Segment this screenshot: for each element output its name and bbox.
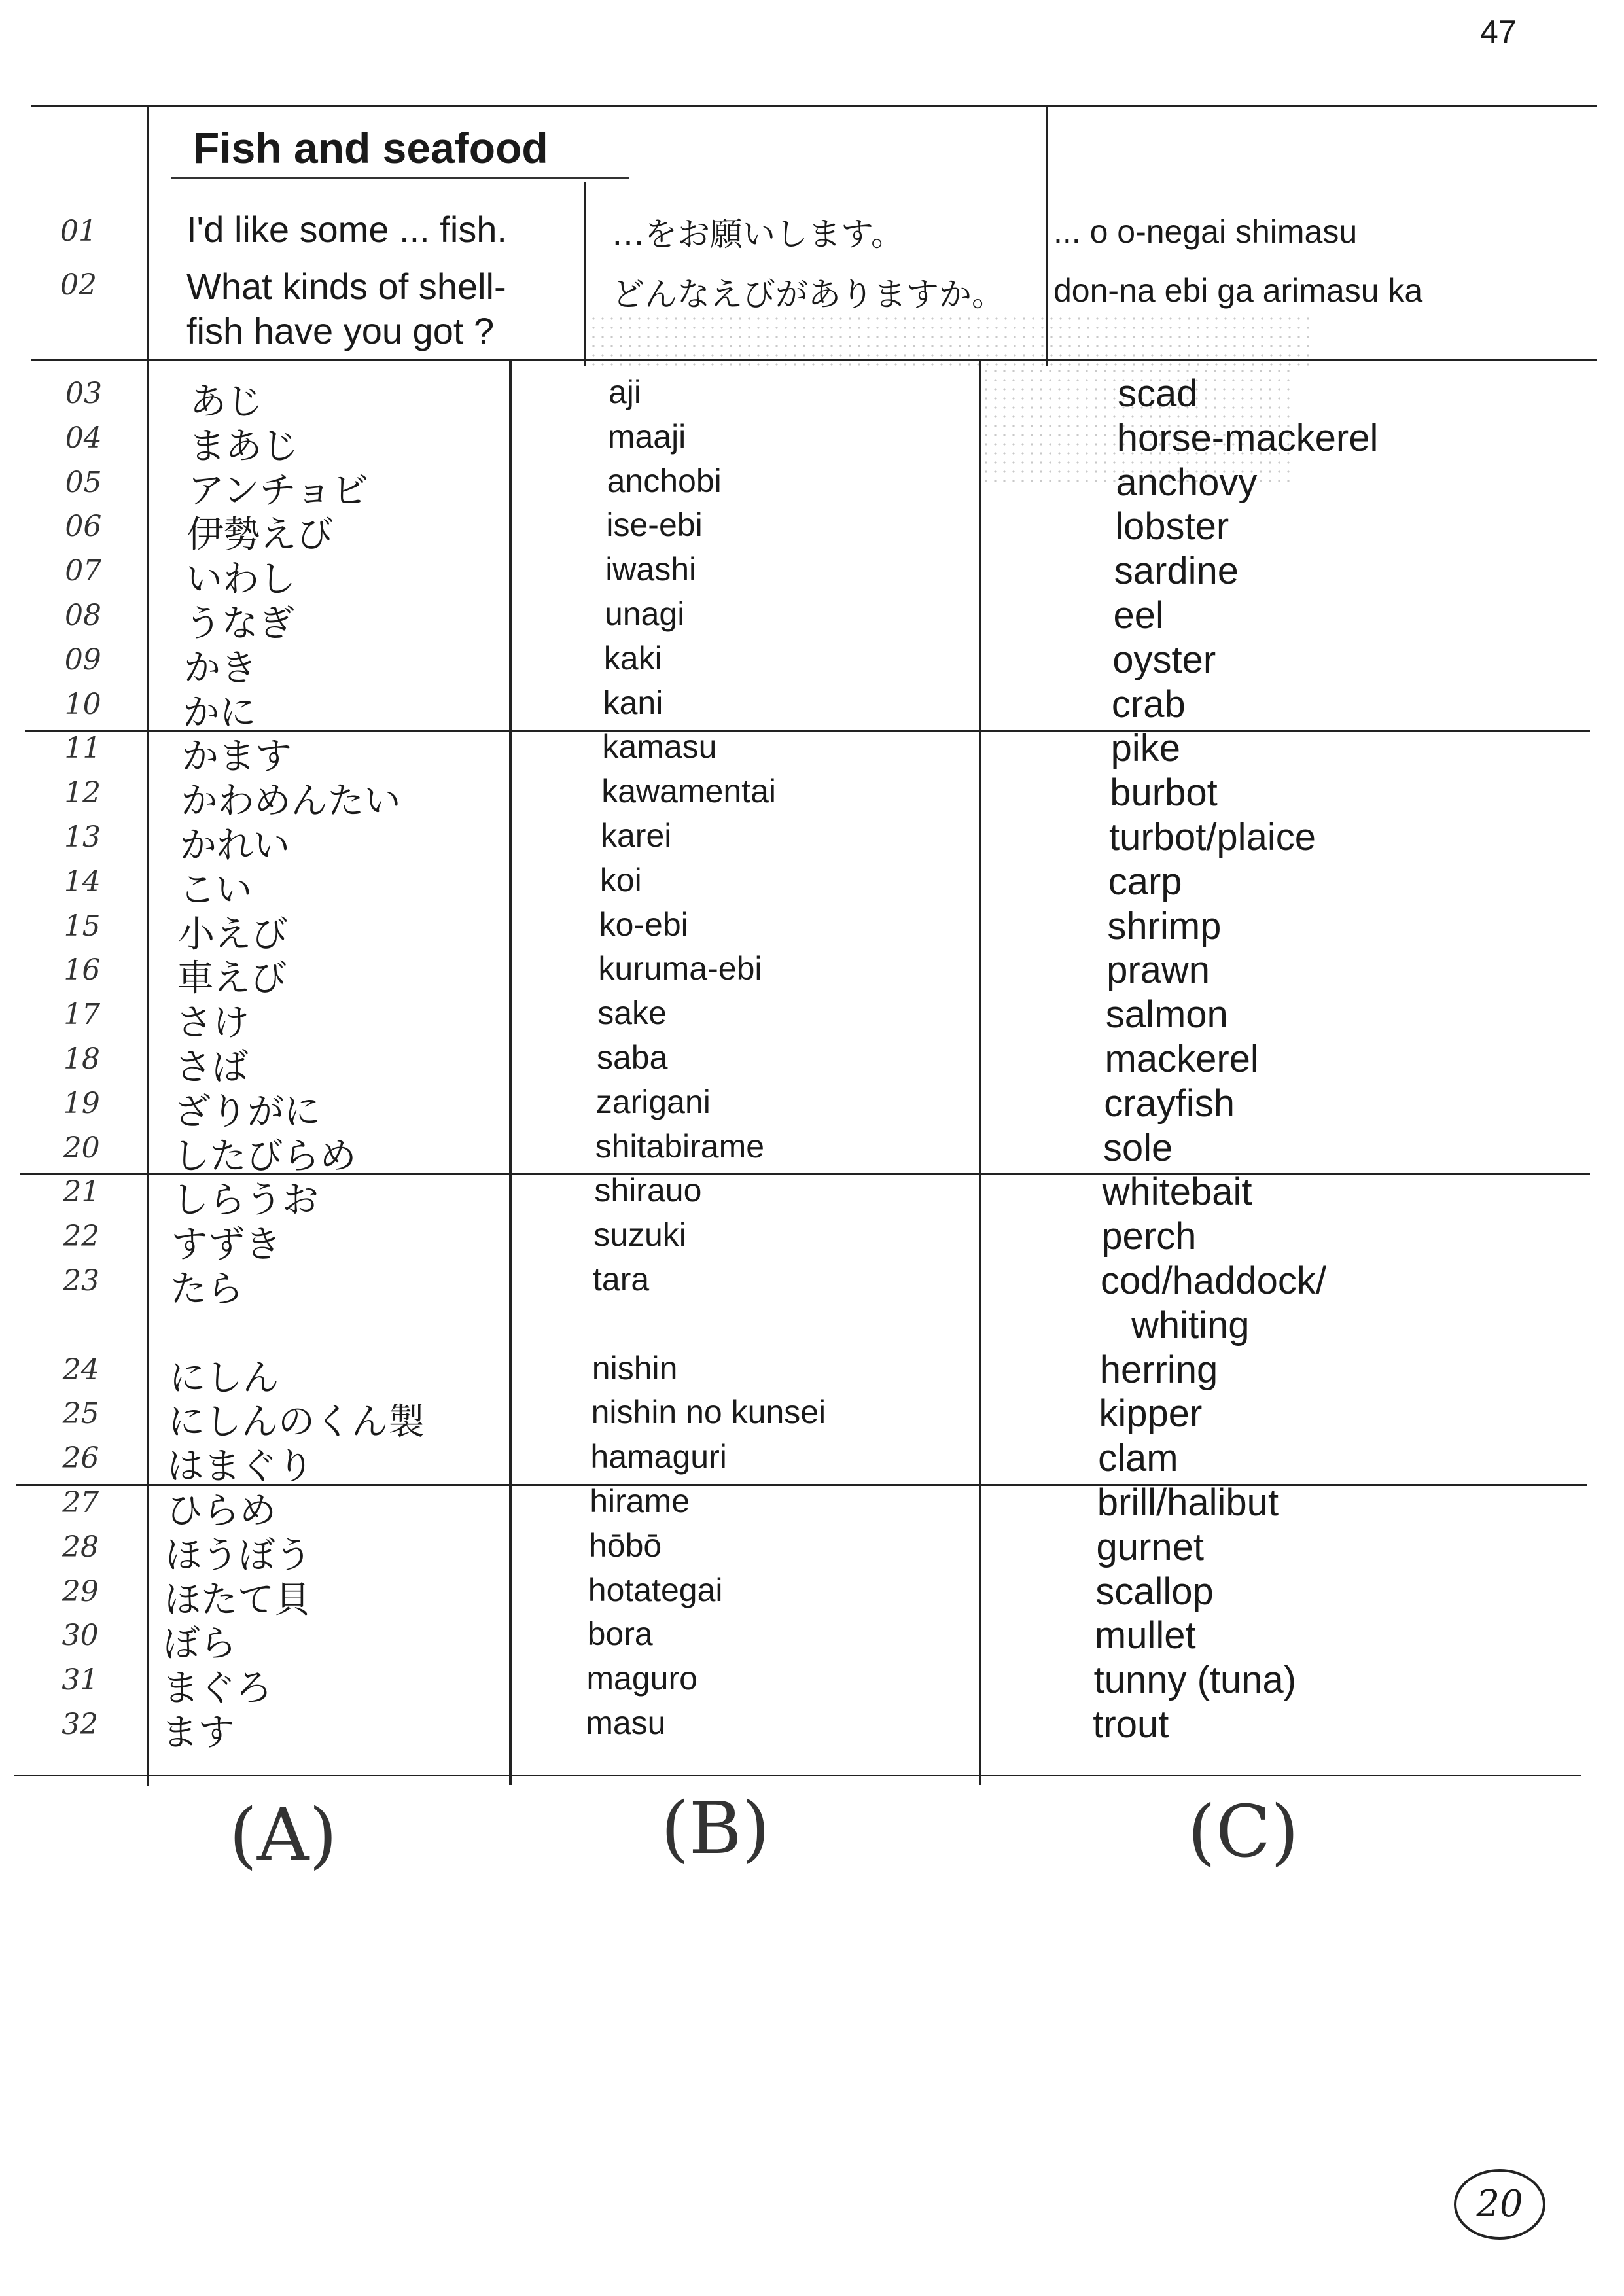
- column-rule: [1046, 105, 1048, 366]
- title-underline: [171, 177, 629, 179]
- english-term: crayfish: [1104, 1082, 1235, 1125]
- row-number: 32: [62, 1708, 99, 1741]
- japanese-term: かに: [183, 691, 256, 734]
- romaji-term: maguro: [586, 1660, 697, 1697]
- english-term: prawn: [1106, 949, 1210, 992]
- romaji-term: bora: [587, 1616, 653, 1653]
- row-number: 29: [62, 1574, 99, 1608]
- english-term: gurnet: [1096, 1525, 1204, 1568]
- column-rule: [584, 182, 586, 366]
- english-term: burbot: [1110, 771, 1218, 815]
- romaji-term: ise-ebi: [606, 506, 703, 544]
- column-label-c: (C): [1188, 1790, 1299, 1873]
- row-number: 23: [63, 1264, 99, 1298]
- row-number: 07: [65, 554, 102, 588]
- page-number: 47: [1480, 14, 1517, 50]
- romaji-term: tara: [593, 1261, 650, 1298]
- japanese-term: さば: [175, 1046, 249, 1089]
- japanese-term: ます: [161, 1712, 235, 1754]
- circled-number: [1454, 2169, 1545, 2240]
- romaji-term: ko-ebi: [599, 906, 688, 943]
- english-term: whitebait: [1102, 1171, 1252, 1214]
- romaji-term: koi: [599, 861, 642, 898]
- english-term: pike: [1110, 727, 1180, 770]
- japanese-term: すずき: [171, 1224, 282, 1267]
- row-number: 17: [63, 998, 101, 1032]
- romaji-term: karei: [601, 817, 672, 854]
- english-term: lobster: [1115, 505, 1229, 548]
- english-term: eel: [1113, 594, 1164, 637]
- english-term: oyster: [1112, 638, 1216, 681]
- row-number: 24: [62, 1352, 99, 1386]
- japanese-term: にしん: [169, 1356, 279, 1400]
- english-term: clam: [1098, 1437, 1178, 1480]
- english-term: sardine: [1114, 550, 1239, 593]
- circled-number-text: 20: [1476, 2183, 1523, 2225]
- romaji-term: sake: [597, 995, 667, 1032]
- romaji-term: shirauo: [594, 1172, 702, 1209]
- japanese-term: しらうお: [172, 1179, 319, 1222]
- header-bottom-rule: [31, 359, 1597, 361]
- row-number: 20: [63, 1131, 100, 1165]
- english-term: crab: [1111, 682, 1186, 726]
- column-rule: [509, 359, 512, 1785]
- japanese-term: 伊勢えび: [186, 514, 334, 557]
- romaji-term: zarigani: [595, 1083, 711, 1120]
- row-number: 21: [63, 1175, 100, 1209]
- table-top-rule: [31, 105, 1597, 107]
- romaji-term: kawamentai: [601, 773, 776, 810]
- romaji-term: maaji: [607, 417, 686, 455]
- english-term: scad: [1118, 372, 1198, 415]
- japanese-term: ぼら: [163, 1623, 237, 1666]
- romaji-term: nishin: [591, 1349, 678, 1386]
- column-label-a: (A): [229, 1793, 338, 1877]
- row-number: 05: [65, 465, 102, 499]
- english-term: shrimp: [1107, 904, 1222, 947]
- english-term: anchovy: [1116, 461, 1258, 504]
- japanese-term: 車えび: [177, 957, 287, 1000]
- row-number: 09: [64, 643, 101, 677]
- row-number: 10: [64, 687, 101, 721]
- romaji-term: hamaguri: [590, 1438, 727, 1475]
- row-number: 16: [63, 953, 101, 987]
- japanese-term: かます: [182, 735, 292, 779]
- english-term: horse-mackerel: [1116, 416, 1379, 459]
- english-term: mackerel: [1104, 1038, 1259, 1080]
- english-term: salmon: [1105, 993, 1228, 1036]
- romaji-term: kani: [603, 684, 663, 721]
- row-number: 13: [64, 821, 101, 854]
- phrase-japanese: …をお願いします。: [612, 215, 904, 253]
- row-number: 02: [60, 268, 97, 302]
- japanese-term: かわめんたい: [181, 780, 401, 823]
- english-term: turbot/plaice: [1109, 816, 1316, 858]
- japanese-term: アンチョビ: [188, 469, 369, 512]
- japanese-term: いわし: [186, 558, 296, 601]
- japanese-term: うなぎ: [185, 603, 295, 645]
- row-number: 28: [62, 1530, 99, 1564]
- japanese-term: にしんのくん製: [168, 1401, 425, 1444]
- row-number: 15: [63, 909, 101, 943]
- english-term: brill/halibut: [1097, 1481, 1279, 1524]
- japanese-term: したびらめ: [173, 1135, 357, 1178]
- table-bottom-rule: [14, 1775, 1581, 1776]
- japanese-term: はまぐり: [167, 1445, 314, 1489]
- english-term: mullet: [1094, 1614, 1196, 1657]
- japanese-term: ほうぼう: [165, 1534, 312, 1577]
- romaji-term: shitabirame: [595, 1127, 765, 1165]
- row-number: 03: [65, 377, 102, 410]
- romaji-term: hōbō: [589, 1527, 662, 1564]
- phrase-romaji: ... o o-negai shimasu: [1053, 213, 1358, 250]
- romaji-term: suzuki: [593, 1216, 686, 1254]
- romaji-term: aji: [609, 374, 642, 410]
- phrase-romaji: don-na ebi ga arimasu ka: [1053, 272, 1423, 309]
- phrase-english: I'd like some ... fish.: [186, 209, 507, 250]
- english-term: herring: [1099, 1348, 1218, 1391]
- row-number: 26: [62, 1441, 99, 1475]
- column-rule: [979, 359, 981, 1785]
- japanese-term: さけ: [176, 1002, 249, 1045]
- row-number: 22: [63, 1220, 100, 1254]
- japanese-term: かき: [184, 646, 257, 690]
- row-number: 08: [65, 599, 101, 632]
- row-number: 01: [60, 215, 97, 248]
- romaji-term: kaki: [603, 639, 662, 677]
- english-term: tunny (tuna): [1093, 1659, 1297, 1702]
- japanese-term: たら: [170, 1268, 243, 1311]
- japanese-term: まぐろ: [162, 1667, 272, 1710]
- row-number: 18: [63, 1042, 100, 1076]
- row-number: 27: [62, 1486, 99, 1519]
- row-number: 11: [64, 732, 101, 766]
- romaji-term: kamasu: [602, 728, 717, 766]
- row-number: 04: [65, 421, 102, 455]
- english-term: perch: [1101, 1215, 1197, 1258]
- romaji-term: kuruma-ebi: [598, 950, 762, 987]
- row-number: 30: [62, 1619, 99, 1653]
- japanese-term: あじ: [190, 381, 263, 423]
- row-number: 06: [65, 510, 102, 544]
- japanese-term: ざりがに: [174, 1090, 321, 1133]
- english-term: trout: [1093, 1703, 1169, 1746]
- romaji-term: masu: [586, 1704, 666, 1741]
- japanese-term: こい: [179, 868, 253, 911]
- row-number: 12: [64, 776, 101, 810]
- phrase-english: What kinds of shell-: [186, 266, 506, 307]
- romaji-term: unagi: [605, 595, 685, 632]
- row-number: 31: [62, 1663, 99, 1697]
- romaji-term: iwashi: [605, 551, 697, 588]
- english-term: whiting: [1131, 1303, 1250, 1347]
- english-term: scallop: [1095, 1570, 1214, 1613]
- romaji-term: saba: [597, 1039, 668, 1076]
- romaji-term: nishin no kunsei: [591, 1394, 826, 1431]
- english-term: sole: [1103, 1126, 1173, 1169]
- row-number: 14: [63, 864, 101, 898]
- romaji-term: hirame: [590, 1483, 690, 1519]
- row-number: 25: [62, 1397, 99, 1431]
- english-term: kipper: [1099, 1392, 1203, 1436]
- romaji-term: anchobi: [607, 462, 722, 499]
- japanese-term: まあじ: [188, 425, 299, 468]
- phrase-english: fish have you got ?: [186, 310, 495, 351]
- japanese-term: ほたて貝: [164, 1578, 311, 1621]
- row-number: 19: [63, 1086, 100, 1120]
- section-title: Fish and seafood: [193, 124, 548, 172]
- column-rule: [147, 105, 149, 1786]
- japanese-term: ひらめ: [166, 1490, 276, 1532]
- japanese-term: かれい: [180, 824, 290, 867]
- phrase-japanese: どんなえびがありますか。: [612, 275, 1004, 313]
- romaji-term: hotategai: [588, 1571, 723, 1608]
- english-term: carp: [1108, 860, 1182, 903]
- english-term: cod/haddock/: [1101, 1260, 1327, 1302]
- column-label-b: (B): [661, 1786, 770, 1870]
- japanese-term: 小えび: [178, 913, 288, 956]
